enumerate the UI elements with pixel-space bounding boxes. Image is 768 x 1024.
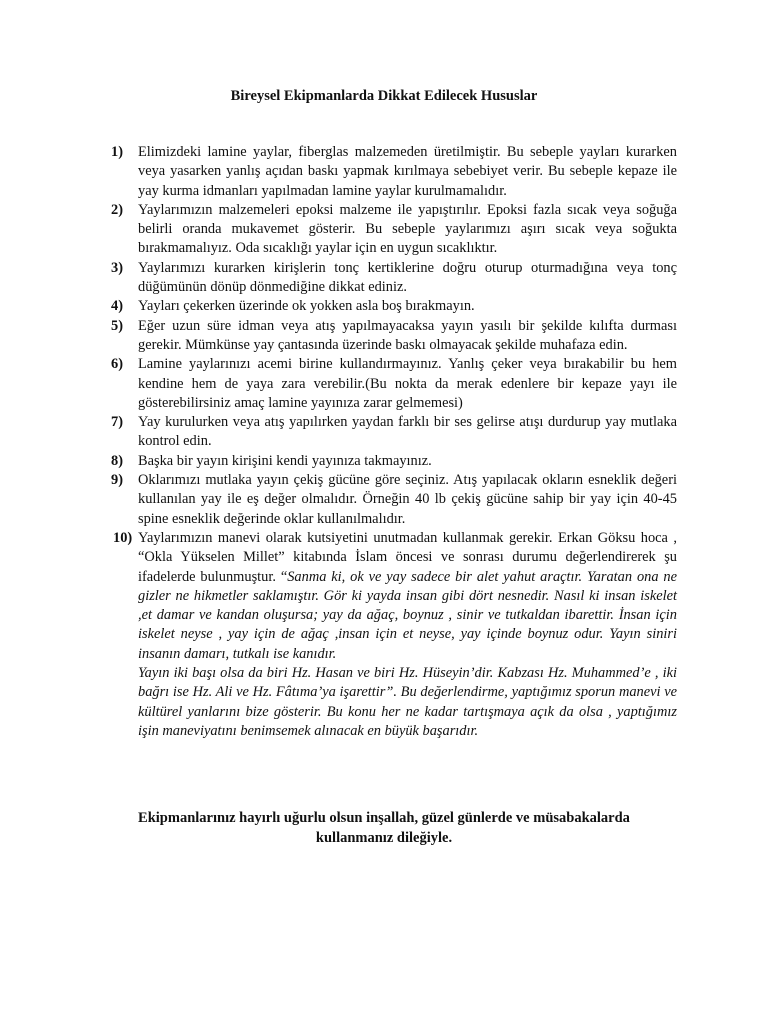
list-item	[111, 201, 677, 259]
item-number: 3)	[111, 259, 123, 276]
item-number: 7)	[111, 414, 123, 431]
item-number: 10)	[113, 529, 133, 546]
item-text: Elimizdeki lamine yaylar, fiberglas malzemeden üretilmiştir. Bu sebeple yayları kurarken veya yasarken yanlış açıdan baskı yapmak kırılmaya sebebiyet verir. Bu sebeple kepaze ile yay kurma idmanları yapılmadan lamine yaylar kurulmamalıdır.	[138, 144, 677, 199]
list-item	[111, 452, 677, 471]
item-text: Yay kurulurken veya atış yapılırken yaydan farklı bir ses gelirse atışı durdurup yay mutlaka kontrol edin.	[138, 414, 677, 450]
item-number: 4)	[111, 298, 123, 315]
item-number: 9)	[111, 472, 123, 489]
list-item	[111, 317, 677, 356]
item-number: 8)	[111, 452, 123, 469]
guidelines-list	[111, 143, 677, 741]
list-item	[111, 143, 677, 201]
item-text: Oklarımızı mutlaka yayın çekiş gücüne göre seçiniz. Atış yapılacak okların esneklik değeri kullanılan yay ile eş değer olmalıdır. Örneğin 40 lb çekiş gücüne sahip bir yay için 40-45 spine esneklik değerinde oklar kullanılmalıdır.	[138, 472, 677, 527]
list-item	[111, 259, 677, 298]
list-item	[111, 297, 677, 316]
quote-italic: Sanma ki, ok ve yay sadece bir alet yahut araçtır. Yaratan ona ne gizler ne hikmetler saklamıştır. Gör ki yayda insan gibi dört nesnedir. Nasıl ki insan iskelet ,et damar ve kandan oluşursa; yay da ağaç, boynuz , sinir ve tutkaldan ibarettir. İnsan için iskelet neyse , yay için de ağaç ,insan için et neyse, yay içinde boynuz odur. Yayın siniri insanın damarı, tutkalı ise kanıdır.	[138, 568, 677, 662]
item-text: Yaylarımızı kurarken kirişlerin tonç kertiklerine doğru oturup oturmadığına veya tonç düğümünün dönüp dönmediğine dikkat ediniz.	[138, 259, 677, 296]
quote-italic-continued: Yayın iki başı olsa da biri Hz. Hasan ve biri Hz. Hüseyin’dir. Kabzası Hz. Muhammed’e , iki bağrı ise Hz. Ali ve Hz. Fâtıma’ya işarettir”. Bu değerlendirme, yaptığımız sporun manevi ve kültürel yanlarını bize gösterir. Bu konu her ne kadar tartışmaya açık da olsa , yaptığımız işin maneviyatını benimsemek alınacak en büyük başarıdır.	[138, 665, 677, 739]
item-text: Lamine yaylarınızı acemi birine kullandırmayınız. Yanlış çeker veya bırakabilir bu hem kendine hem de yaya zara verebilir.(Bu nokta da merak edenlere bir kepaze yayı ile gösterebilirsiniz amaç lamine yayınıza zarar gelmemesi)	[138, 356, 677, 411]
page-title: Bireysel Ekipmanlarda Dikkat Edilecek Hususlar	[230, 88, 538, 104]
list-item	[111, 471, 677, 529]
item-number: 2)	[111, 201, 123, 218]
item-number: 6)	[111, 356, 123, 373]
item-text: Yaylarımızın malzemeleri epoksi malzeme ile yapıştırılır. Epoksi fazla sıcak veya soğuğa belirli oranda mukavemet gösterir. Bu sebeple yaylarımızı aşırı sıcak veya soğukta bırakmamalıyız. Oda sıcaklığı yaylar için en uygun sıcaklıktır.	[138, 201, 677, 257]
item-text-normal: Yaylarımızın manevi olarak kutsiyetini unutmadan kullanmak gerekir. Erkan Göksu hoca , “Okla Yükselen Millet” kitabında İslam öncesi ve sonrası durumu değerlendirerek şu ifadelerde bulunmuştur. “	[138, 529, 677, 585]
list-item	[111, 413, 677, 452]
item-text: Yayları çekerken üzerinde ok yokken asla boş bırakmayın.	[138, 298, 475, 315]
closing-message: Ekipmanlarınız hayırlı uğurlu olsun inşallah, güzel günlerde ve müsabakalarda kullanmanız dileğiyle.	[138, 810, 630, 846]
item-text	[138, 529, 677, 664]
list-item	[111, 355, 677, 413]
item-number: 5)	[111, 317, 123, 334]
item-text: Başka bir yayın kirişini kendi yayınıza takmayınız.	[138, 452, 432, 469]
list-item-10	[111, 529, 677, 741]
item-number: 1)	[111, 144, 123, 160]
item-text: Eğer uzun süre idman veya atış yapılmayacaksa yayın yasılı bir şekilde kılıfta durması gerekir. Mümkünse yay çantasında üzerinde baskı olmayacak şekilde muhafaza edin.	[138, 317, 677, 353]
